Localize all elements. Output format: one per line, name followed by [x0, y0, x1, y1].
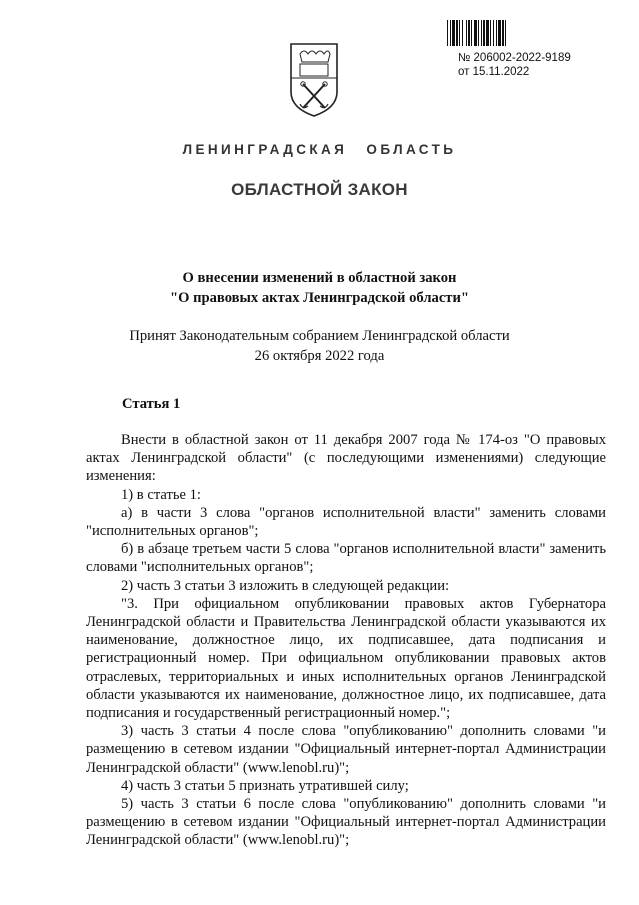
paragraph-item-1b: б) в абзаце третьем части 5 слова "органов исполнительной власти" заменить словами "исполнительных органов";	[86, 541, 606, 576]
document-date: от 15.11.2022	[458, 66, 530, 78]
barcode	[447, 20, 551, 46]
law-title	[0, 268, 639, 308]
paragraph-item-3: 3) часть 3 статьи 4 после слова "опубликованию" дополнить словами "и размещению в сетевом издании "Официальный интернет-портал Администрации Ленинградской области" (www.lenobl.ru)";	[86, 723, 606, 776]
paragraph-item-4: 4) часть 3 статьи 5 признать утратившей силу;	[121, 777, 409, 794]
paragraph-item-1a: а) в части 3 слова "органов исполнительной власти" заменить словами "исполнительных органов";	[86, 504, 606, 540]
region-name: ЛЕНИНГРАДСКАЯ ОБЛАСТЬ	[182, 142, 457, 157]
adoption-line-1: Принят Законодательным собранием Ленинградской области	[129, 328, 510, 344]
law-title-line-1: О внесении изменений в областной закон	[182, 270, 457, 286]
document-number: № 206002-2022-9189	[458, 52, 571, 64]
adoption-date: 26 октября 2022 года	[254, 348, 385, 364]
paragraph-item-1: 1) в статье 1:	[121, 486, 201, 503]
law-title-line-2: "О правовых актах Ленинградской области"	[170, 290, 469, 306]
adoption-note	[0, 326, 639, 366]
paragraph-new-part-3: "3. При официальном опубликовании правовых актов Губернатора Ленинградской области и Правительства Ленинградской области указываются их наименование, должностное лицо, их подписавшее, дата подписания и регистрационный номер. При официальном опубликовании правовых актов отраслевых, территориальных и иных исполнительных органов Ленинградской области указываются их наименование, должностное лицо, их подписавшее, дата подписания и государственный регистрационный номер.";	[86, 595, 606, 722]
law-type: ОБЛАСТНОЙ ЗАКОН	[231, 180, 408, 199]
article-heading: Статья 1	[122, 396, 181, 412]
paragraph-item-2: 2) часть 3 статьи 3 изложить в следующей редакции:	[121, 577, 450, 594]
article-body	[86, 431, 606, 850]
document-registration	[458, 51, 571, 79]
paragraph-intro: Внести в областной закон от 11 декабря 2007 года № 174-оз "О правовых актах Ленинградской области" (с последующими изменениями) следующие изменения:	[86, 432, 606, 485]
coat-of-arms-icon	[288, 40, 340, 118]
paragraph-item-5: 5) часть 3 статьи 6 после слова "опубликованию" дополнить словами "и размещению в сетевом издании "Официальный интернет-портал Администрации Ленинградской области" (www.lenobl.ru)";	[86, 796, 606, 849]
